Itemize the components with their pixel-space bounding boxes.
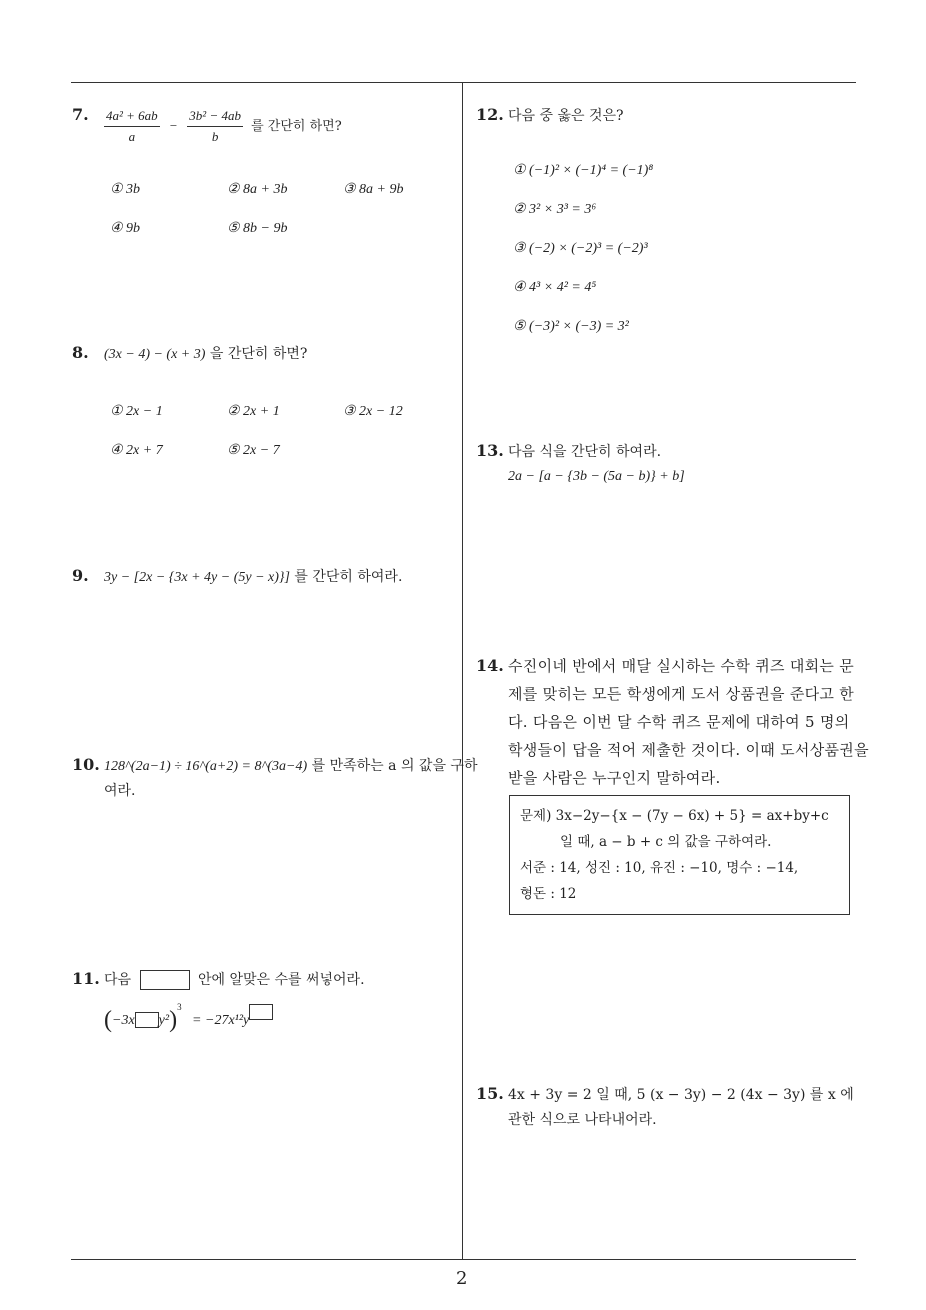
answer-blank-2[interactable] <box>249 1004 273 1020</box>
question-number: 12. <box>476 105 504 124</box>
question-line-2: 관한 식으로 나타내어라. <box>508 1112 657 1128</box>
question-text: 128^(2a−1) ÷ 16^(a+2) = 8^(3a−4) 를 만족하는 a 의 값을 구하 <box>104 758 478 774</box>
question-number: 10. <box>72 755 100 774</box>
expression: 2a − [a − {3b − (5a − b)} + b] <box>508 469 685 484</box>
choice-3[interactable]: ③ (−2) × (−2)³ = (−2)³ <box>513 241 648 256</box>
choice-4[interactable]: ④ 2x + 7 <box>110 443 163 458</box>
answer-blank-1[interactable] <box>135 1012 159 1028</box>
problem-box <box>509 795 850 915</box>
choice-3[interactable]: ③ 8a + 9b <box>343 182 404 197</box>
question-number: 15. <box>476 1084 504 1103</box>
box-line-3: 서준 : 14, 성진 : 10, 유진 : −10, 명수 : −14, <box>520 860 799 876</box>
question-line-5: 받을 사람은 누구인지 말하여라. <box>508 769 721 787</box>
choice-5[interactable]: ⑤ (−3)² × (−3) = 3² <box>513 319 629 334</box>
choice-2[interactable]: ② 8a + 3b <box>227 182 288 197</box>
question-text: (3x − 4) − (x + 3) 을 간단히 하면? <box>104 346 308 362</box>
question-number: 13. <box>476 441 504 460</box>
column-divider <box>462 82 463 1260</box>
question-text-line-2: 여라. <box>104 783 136 799</box>
fraction-2: $\frac{\text{3b² − 4ab}}{b}$ <box>189 108 241 144</box>
question-number: 9. <box>72 566 89 585</box>
question-text: 다음 중 옳은 것은? <box>508 108 624 124</box>
question-number: 7. <box>72 105 89 124</box>
box-line-1: 문제) 3x−2y−{x − (7y − 6x) + 5} = ax+by+c <box>520 808 829 824</box>
choice-1[interactable]: ① 2x − 1 <box>110 404 163 419</box>
question-number: 14. <box>476 656 504 675</box>
choice-4[interactable]: ④ 9b <box>110 221 141 236</box>
question-line-1: 4x + 3y = 2 일 때, 5 (x − 3y) − 2 (4x − 3y) 를 x 에 <box>508 1087 854 1103</box>
choice-1[interactable]: ① (−1)² × (−1)⁴ = (−1)⁸ <box>513 163 654 178</box>
question-line-3: 다. 다음은 이번 달 수학 퀴즈 문제에 대하여 5 명의 <box>508 713 850 731</box>
bottom-rule <box>71 1259 856 1260</box>
question-number: 11. <box>72 969 100 988</box>
top-rule <box>71 82 856 83</box>
box-line-4: 형돈 : 12 <box>520 886 577 902</box>
question-line-2: 제를 맞히는 모든 학생에게 도서 상품권을 준다고 한 <box>508 685 855 703</box>
question-line-1: 수진이네 반에서 매달 실시하는 수학 퀴즈 대회는 문 <box>508 657 855 675</box>
answer-blank-sample <box>140 970 190 990</box>
choice-2[interactable]: ② 3² × 3³ = 3⁶ <box>513 202 597 217</box>
question-text: 3y − [2x − {3x + 4y − (5y − x)}] 를 간단히 하여라. <box>104 569 403 585</box>
choice-5[interactable]: ⑤ 8b − 9b <box>227 221 288 236</box>
choice-3[interactable]: ③ 2x − 12 <box>343 404 403 419</box>
fraction-1: $\frac{\text{4a² + 6ab}}{a}$ <box>106 108 158 144</box>
question-text: 다음 식을 간단히 하여라. <box>508 444 662 460</box>
choice-4[interactable]: ④ 4³ × 4² = 4⁵ <box>513 280 597 295</box>
exponent-equation: 128^(2a−1) ÷ 16^(a+2) = 8^(3a−4) <box>104 759 308 774</box>
choice-5[interactable]: ⑤ 2x − 7 <box>227 443 280 458</box>
question-text: 다음 안에 알맞은 수를 써넣어라. <box>104 972 365 988</box>
question-text: $\frac{\text{4a² + 6ab}}{a}$ − $\frac{\text{3b² − 4ab}}{b}$ 를 간단히 하면? <box>104 106 342 147</box>
box-line-2: 일 때, a − b + c 의 값을 구하여라. <box>560 834 772 850</box>
question-number: 8. <box>72 343 89 362</box>
question-line-4: 학생들이 답을 적어 제출한 것이다. 이때 도서상품권을 <box>508 741 869 759</box>
power-equation: (−3x y²)$^3$ = −27x¹²y <box>104 1004 273 1031</box>
choice-1[interactable]: ① 3b <box>110 182 141 197</box>
page-number: 2 <box>456 1268 468 1289</box>
choice-2[interactable]: ② 2x + 1 <box>227 404 280 419</box>
